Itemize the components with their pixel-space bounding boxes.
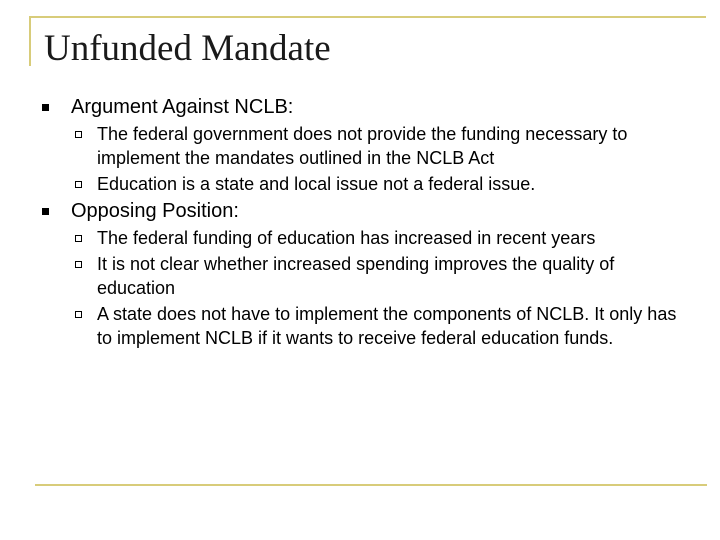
argument-against-points: [40, 122, 680, 196]
square-bullet-icon: [42, 104, 49, 111]
title-area: [29, 16, 709, 68]
bullet-text: Education is a state and local issue not a federal issue.: [97, 174, 536, 194]
section-heading: Argument Against NCLB:: [71, 96, 294, 118]
slide-body: [40, 94, 680, 352]
bullet-point: [40, 302, 680, 350]
footer-accent-line: [35, 484, 707, 486]
bullet-text: The federal funding of education has increased in recent years: [97, 228, 596, 248]
slide-title: Unfunded Mandate: [44, 26, 337, 72]
section-opposing-position: [40, 198, 680, 225]
bullet-point: [40, 226, 680, 250]
hollow-square-bullet-icon: [75, 261, 82, 268]
bullet-point: [40, 172, 680, 196]
bullet-point: [40, 252, 680, 300]
section-heading: Opposing Position:: [71, 200, 239, 222]
hollow-square-bullet-icon: [75, 181, 82, 188]
hollow-square-bullet-icon: [75, 235, 82, 242]
bullet-text: A state does not have to implement the components of NCLB. It only has to implement NCLB if it wants to receive federal education funds.: [97, 304, 677, 348]
section-argument-against: [40, 94, 680, 121]
hollow-square-bullet-icon: [75, 131, 82, 138]
hollow-square-bullet-icon: [75, 311, 82, 318]
bullet-text: The federal government does not provide the funding necessary to implement the mandates outlined in the NCLB Act: [97, 124, 628, 168]
opposing-position-points: [40, 226, 680, 350]
title-accent-vertical-line: [29, 16, 31, 66]
bullet-point: [40, 122, 680, 170]
square-bullet-icon: [42, 208, 49, 215]
title-accent-horizontal-line: [29, 16, 706, 18]
bullet-text: It is not clear whether increased spending improves the quality of education: [97, 254, 615, 298]
